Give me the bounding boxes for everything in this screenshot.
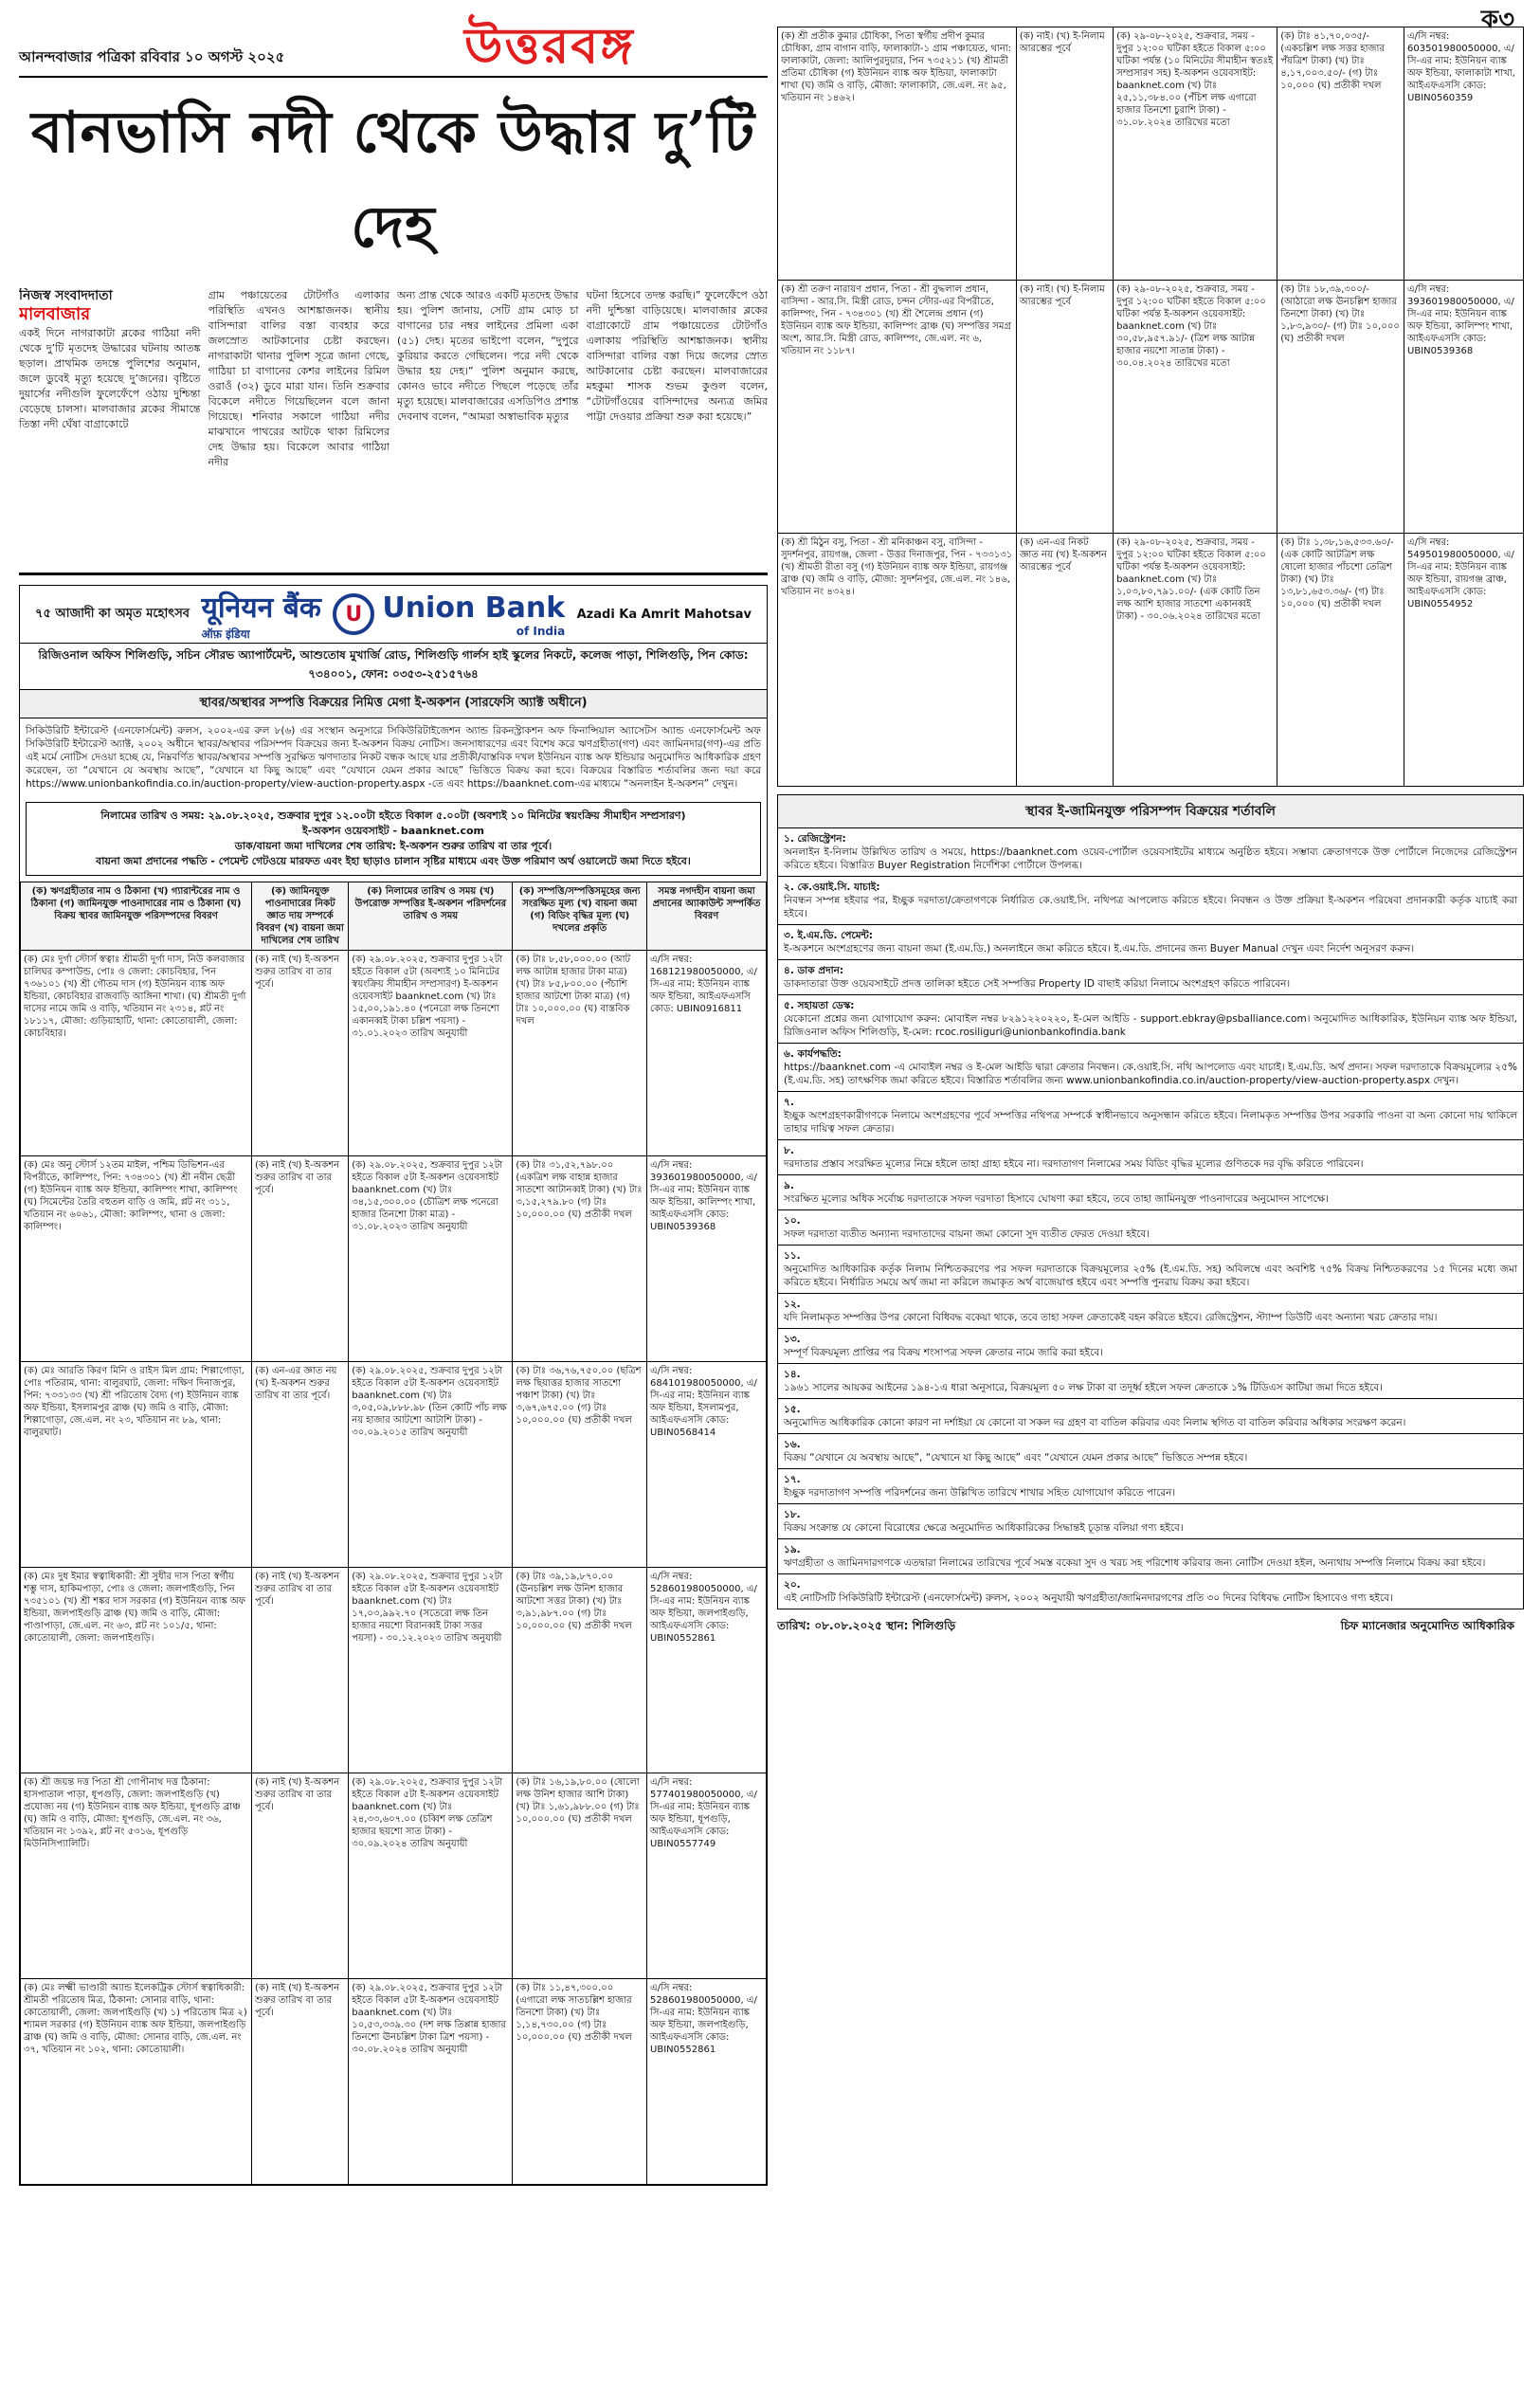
story-headline: বানভাসি নদী থেকে উদ্ধার দু’টি দেহ <box>30 100 756 261</box>
paper-date: আনন্দবাজার পত্রিকা রবিবার ১০ অগস্ট ২০২৫ <box>19 48 285 65</box>
date-place: তারিখ: ০৮.০৮.২০২৫ স্থান: শিলিগুড়ি <box>777 1619 956 1632</box>
term-item: ৫. সহায়তা ডেস্ক: যেকোনো প্রশ্নের জন্য যোগাযোগ করুন: মোবাইল নম্বর ৮২৯১২২০২২০, ই-মেল আইডি - support.ebkray@psballiance.com। অনুমোদিত আধিকারিক, ইউনিয়ন ব্যাঙ্ক অফ ইন্ডিয়া, রিজিওনাল অফিস শিলিগুড়ি, ই-মেল: rcoc.rosiliguri@unionbankofindia.bank <box>777 995 1524 1044</box>
right-lots-table <box>777 27 1524 787</box>
term-item: ১৪. ১৯৬১ সালের আয়কর আইনের ১৯৪-১এ ধারা অনুসারে, বিক্রয়মূল্য ৫০ লক্ষ টাকা বা তদূর্ধ্ব হইলে সফল ক্রেতাকে ১% টিডিএস কাটিয়া জমা দিতে হইবে। <box>777 1364 1524 1399</box>
table-row: (ক) মেঃ লক্ষ্মী ভাণ্ডারী অ্যান্ড ইলেকট্রিক স্টোর্স স্বত্বাধিকারী: শ্রীমতী পরিতোষ মিত্র, ঠিকানা: সোনার বাড়ি, থানা: কোতোয়ালী, জেলা: জলপাইগুড়ি (খ) ১) পরিতোষ মিত্র ২) শ্যামল সরকার (গ) ইউনিয়ন ব্যাঙ্ক অফ ইন্ডিয়া, জলপাইগুড়ি ব্রাঞ্চ (ঘ) জমি ও বাড়ি, মৌজা: সোনার বাড়ি, জে.এল. নং ৩৭, খতিয়ান নং ১০২, থানা: কোতোয়ালী। (ক) নাই (খ) ই-অকশন শুরুর তারিখ বা তার পূর্বে। (ক) ২৯.০৮.২০২৫, শুক্রবার দুপুর ১২টা হইতে বিকাল ৫টা ই-অকশন ওয়েবসাইট baanknet.com (খ) টাঃ ১০,৫৩,৩৩৯.৩০ (দশ লক্ষ তিপ্পান্ন হাজার তিনশো ঊনচল্লিশ টাকা ত্রিশ পয়সা) - ৩০.০৮.২০২৪ তারিখ অনুযায়ী (ক) টাঃ ১১,৪৭,৩০০.০০ (এগারো লক্ষ সাতচল্লিশ হাজার তিনশো টাকা) (খ) টাঃ ১,১৪,৭৩০.০০ (গ) টাঃ ১০,০০০.০০ (ঘ) প্রতীকী দখল এ/সি নম্বর: 528601980050000, এ/সি-এর নাম: ইউনিয়ন ব্যাঙ্ক অফ ইন্ডিয়া, জলপাইগুড়ি, আইএফএসসি কোড: UBIN0552861 <box>21 1979 767 2185</box>
union-bank-mark-icon: U <box>333 593 374 635</box>
bank-notice <box>19 585 768 2186</box>
term-item: ৪. ডাক প্রদান: ডাকদাতারা উক্ত ওয়েবসাইটে প্রদত্ত তালিকা হইতে সেই সম্পত্তির Property ID বাছাই করিয়া নিলামে অংশগ্রহণ করিতে পারিবেন। <box>777 960 1524 995</box>
story-col-3: অন্য প্রান্ত থেকে আরও একটি মৃতদেহ উদ্ধার হয়। পুলিশ জানায়, সেটি গ্রাম মোড় চা বাগানের চার নম্বর লাইনের প্রমিলা একা (৫১) দেহ। মৃতের ভাইপো বলেন, “দুপুরে কুরিয়ার করতে গেছিলেন। পরে নদী থেকে উদ্ধার হয় দেহ।” পুলিশ অনুমান করছে, কোনও ভাবে নদীতে পিছলে পড়েছে তাঁর মৃত্যু হয়েছে। মালবাজারের এসডিপিও প্রশান্ত দেবনাথ বলেন, “আমরা অস্বাভাবিক মৃত্যুর <box>397 289 579 423</box>
term-item: ১৭. ইচ্ছুক দরদাতাগণ সম্পত্তি পরিদর্শনের জন্য উল্লিখিত তারিখে শাখার সহিত যোগাযোগ করিতে পারেন। <box>777 1469 1524 1504</box>
story-col-4: ঘটনা হিসেবে তদন্ত করছি।” ফুলেফেঁপে ওঠা নদী দুশ্চিন্তা বাড়িয়েছে। মালবাজার ব্লকের বাগ্রাকোটে গ্রাম পঞ্চায়েতের টোটগাঁও এলাকায় পরিস্থিতি আশঙ্কাজনক। স্থানীয় বাসিন্দারা বালির বস্তা দিয়ে জলের স্রোত আটকানোর চেষ্টা করছেন। মালবাজারের মহকুমা শাসক শুভম কুণ্ডল বলেন, “টোটগাঁওয়ের বাসিন্দাদের অন্যত্র জমির পাট্টা দেওয়ার প্রক্রিয়া শুরু করা হয়েছে।” <box>586 289 768 423</box>
page-number: ক৩ <box>1480 6 1514 34</box>
table-row: (ক) মেঃ দুধ ইমার স্বত্বাধিকারী: শ্রী সুধীর দাস পিতা স্বর্গীয় শম্ভু দাস, হাকিমপাড়া, পোঃ ও জেলা: জলপাইগুড়ি, পিন ৭৩৫১০১ (খ) শ্রী শঙ্কর দাস সরকার (গ) ইউনিয়ন ব্যাঙ্ক অফ ইন্ডিয়া, জলপাইগুড়ি ব্রাঞ্চ (ঘ) জমি ও বাড়ি, মৌজা: পাণ্ডাপাড়া, জে.এল. নং ৬৩, প্লট নং ১০১/৫, থানা: কোতোয়ালী, জেলা: জলপাইগুড়ি। (ক) নাই (খ) ই-অকশন শুরুর তারিখ বা তার পূর্বে। (ক) ২৯.০৮.২০২৫, শুক্রবার দুপুর ১২টা হইতে বিকাল ৫টা ই-অকশন ওয়েবসাইট baanknet.com (খ) টাঃ ১৭,০৩,৯৯২.৭০ (সতেরো লক্ষ তিন হাজার নয়শো বিরানব্বই টাকা সত্তর পয়সা) - ৩০.১২.২০২৩ তারিখ অনুযায়ী (ক) টাঃ ৩৯,১৯,৮৭০.০০ (ঊনচল্লিশ লক্ষ উনিশ হাজার আটশো সত্তর টাকা) (খ) টাঃ ৩,৯১,৯৮৭.০০ (গ) টাঃ ১০,০০০.০০ (ঘ) প্রতীকী দখল এ/সি নম্বর: 528601980050000, এ/সি-এর নাম: ইউনিয়ন ব্যাঙ্ক অফ ইন্ডিয়া, জলপাইগুড়ি, আইএফএসসি কোড: UBIN0552861 <box>21 1568 767 1773</box>
col-header: (ক) সম্পত্তি/সম্পত্তিসমূহের জন্য সংরক্ষিত মূল্য (খ) বায়না জমা (গ) বিডিং বৃদ্ধির মূল্য (ঘ) দখলের প্রকৃতি <box>513 882 647 951</box>
table-row: (ক) মেঃ অনু স্টোর্স ১২তম মাইল, পশ্চিম ডিভিশন-এর বিপরীতে, কালিম্পং, পিন: ৭৩৪৩০১ (খ) শ্রী নবীন ছেত্রী (গ) ইউনিয়ন ব্যাঙ্ক অফ ইন্ডিয়া, কালিম্পং শাখা, কালিম্পং (ঘ) সিমেন্টের তৈরি বহুতল বাড়ি ও জমি, প্লট নং ৩১১, খতিয়ান নং ৬০৬১, মৌজা: কালিম্পং, থানা ও জেলা: কালিম্পং। (ক) নাই (খ) ই-অকশন শুরুর তারিখ বা তার পূর্বে। (ক) ২৯.০৮.২০২৫, শুক্রবার দুপুর ১২টা হইতে বিকাল ৫টা ই-অকশন ওয়েবসাইট baanknet.com (খ) টাঃ ৩৪,১৫,৩০০.০০ (চৌত্রিশ লক্ষ পনেরো হাজার তিনশো টাকা মাত্র) - ৩১.০৮.২০২৩ তারিখ অনুযায়ী (ক) টাঃ ৩১,৫২,৭৯৮.০০ (একত্রিশ লক্ষ বাহান্ন হাজার সাতশো আটানব্বই টাকা) (খ) টাঃ ৩,১৫,২৭৯.৮০ (গ) টাঃ ১০,০০০.০০ (ঘ) প্রতীকী দখল এ/সি নম্বর: 393601980050000, এ/সি-এর নাম: ইউনিয়ন ব্যাঙ্ক অফ ইন্ডিয়া, কালিম্পং শাখা, আইএফএসসি কোড: UBIN0539368 <box>21 1156 767 1362</box>
union-bank-logo: U Union Bank of India <box>333 591 565 638</box>
term-item: ২. কে.ওয়াই.সি. যাচাই: নিবন্ধন সম্পন্ন হইবার পর, ইচ্ছুক দরদাতা/ক্রেতাগণকে নির্ধারিত কে.ওয়াই.সি. নথিপত্র আপলোড করিতে হইবে। নিবন্ধন ও উক্ত প্রক্রিয়া ই-অকশন পরিষেবা প্রদানকারী কর্তৃক যাচাই করা হইবে। <box>777 877 1524 925</box>
term-item: ৯. সংরক্ষিত মূল্যের অধিক সর্বোচ্চ দরদাতাকে সফল দরদাতা হিসাবে ঘোষণা করা হইবে, তবে তাহা জামিনযুক্ত পাওনাদারের অনুমোদন সাপেক্ষে। <box>777 1175 1524 1210</box>
table-row: (ক) শ্রী মিঠুন বসু, পিতা - শ্রী মনিকাঞ্চন বসু, বাসিন্দা - সুদর্শনপুর, রায়গঞ্জ, জেলা - উত্তর দিনাজপুর, পিন - ৭৩৩১৩১ (খ) শ্রীমতী রীতা বসু (গ) ইউনিয়ন ব্যাঙ্ক অফ ইন্ডিয়া, রায়গঞ্জ ব্রাঞ্চ (ঘ) জমি ও বাড়ি, মৌজা: সুদর্শনপুর, জে.এল. নং ১৪৬, খতিয়ান নং ৪৩২৪। (ক) এন-এর নিকট জ্ঞাত নয় (খ) ই-অকশন আরম্ভের পূর্বে (ক) ২৯-০৮-২০২৫, শুক্রবার, সময় - দুপুর ১২:০০ ঘটিকা হইতে বিকাল ৫:০০ ঘটিকা পর্যন্ত ই-অকশন ওয়েবসাইট: baanknet.com (খ) টাঃ ১,০৩,৮০,৭৯১.০০/- (এক কোটি তিন লক্ষ আশি হাজার সাতশো একানব্বই টাকা) - ৩০.০৬.২০২৪ তারিখের মতো (ক) টাঃ ১,৩৮,১৬,৫৩৩.৬০/- (এক কোটি আটত্রিশ লক্ষ ষোলো হাজার পাঁচশো তেত্রিশ টাকা) (খ) টাঃ ১৩,৮১,৬৫৩.৩৬/- (গ) টাঃ ১০,০০০ (ঘ) প্রতীকী দখল এ/সি নম্বর: 549501980050000, এ/সি-এর নাম: ইউনিয়ন ব্যাঙ্ক অফ ইন্ডিয়া, রায়গঞ্জ ব্রাঞ্চ, আইএফএসসি কোড: UBIN0554952 <box>778 534 1524 787</box>
story-col-2: গ্রাম পঞ্চায়েতের টোটগাঁও এলাকার পরিস্থিতি এখনও আশঙ্কাজনক। স্থানীয় বাসিন্দারা বালির বস্তা ব্যবহার করে জলস্রোত আটকানোর চেষ্টা করছেন। নাগরাকাটা থানার পুলিশ সূত্রে জানা গেছে, গাঠিয়া চা বাগানের কেশর লাইনের রিমিল ওরাওঁ (৩২) ডুবে মারা যান। তিনি শুক্রবার বিকেলে নদীতে গিয়েছিলেন বলে জানা গিয়েছে। শনিবার সকালে গাঠিয়া নদীর মাঝখানে পাথরের আটকে থাকা রিমিলের দেহ উদ্ধার হয়। বিকেলে আবার গাঠিয়া নদীর <box>208 289 390 468</box>
col-header: (ক) নিলামের তারিখ ও সময় (খ) উপরোক্ত সম্পত্তির ই-অকশন পরিদর্শনের তারিখ ও সময় <box>349 882 513 951</box>
amrit-mahotsav-logo-right: Azadi Ka Amrit Mahotsav <box>576 607 752 622</box>
table-row: (ক) শ্রী প্রতীক কুমার চৌধিকা, পিতা স্বর্গীয় প্রদীপ কুমার চৌধিকা, গ্রাম বাগান বাড়ি, ফালাকাটা-১ গ্রাম পঞ্চায়েত, থানা: ফালাকাটা, জেলা: আলিপুরদুয়ার, পিন ৭৩৫২১১ (খ) শ্রীমতী প্রতিমা চৌধিকা (গ) ইউনিয়ন ব্যাঙ্ক অফ ইন্ডিয়া, ফালাকাটা শাখা (ঘ) জমি ও বাড়ি, মৌজা: ফালাকাটা, জে.এল. নং ৯৫, খতিয়ান নং ১৪৬২। (ক) নাই। (খ) ই-নিলাম আরম্ভের পূর্বে (ক) ২৯-০৮-২০২৫, শুক্রবার, সময় - দুপুর ১২:০০ ঘটিকা হইতে বিকাল ৫:০০ ঘটিকা পর্যন্ত (১০ মিনিটের সীমাহীন স্বতঃই সম্প্রসারণ সহ) ই-অকশন ওয়েবসাইট: baanknet.com (খ) টাঃ ২৫,১১,৩৮৪.০০ (পঁচিশ লক্ষ এগারো হাজার তিনশো চুরাশি টাকা) - ৩১.০৮.২০২৪ তারিখের মতো (ক) টাঃ ৪১,৭০,০৩৫/- (একচল্লিশ লক্ষ সত্তর হাজার পঁয়ত্রিশ টাকা) (খ) টাঃ ৪,১৭,০০৩.৫০/- (গ) টাঃ ১০,০০০ (ঘ) প্রতীকী দখল এ/সি নম্বর: 603501980050000, এ/সি-এর নাম: ইউনিয়ন ব্যাঙ্ক অফ ইন্ডিয়া, ফালাকাটা শাখা, আইএফএসসি কোড: UBIN0560359 <box>778 27 1524 281</box>
term-item: ১১. অনুমোদিত আধিকারিক কর্তৃক নিলাম নিশ্চিতকরণের পর সফল দরদাতাকে বিক্রয়মূল্যের ২৫% (ই.এম.ডি. সহ) অবিলম্বে এবং অবশিষ্ট ৭৫% বিক্রয় নিশ্চিতকরণের ১৫ দিনের মধ্যে জমা করিতে হইবে। নির্ধারিত সময়ে অর্থ জমা না করিলে জমাকৃত অর্থ বাজেয়াপ্ত হইবে এবং সম্পত্তি পুনরায় বিক্রয় করা হইবে। <box>777 1246 1524 1294</box>
news-story <box>19 288 768 575</box>
term-item: ১০. সফল দরদাতা ব্যতীত অন্যান্য দরদাতাদের বায়না জমা কোনো সুদ ব্যতীত ফেরত দেওয়া হইবে। <box>777 1210 1524 1246</box>
signature-block <box>777 1617 1524 1634</box>
table-row: (ক) মেঃ আরতি কিরণ মিনি ও রাইস মিল গ্রাম: শিল্পাগোড়া, পোঃ পতিরাম, থানা: বালুরঘাট, জেলা: দক্ষিণ দিনাজপুর, পিন: ৭৩৩১৩৩ (খ) শ্রী পরিতোষ বৈদ্য (গ) ইউনিয়ন ব্যাঙ্ক অফ ইন্ডিয়া, ইসলামপুর ব্রাঞ্চ (ঘ) জমি ও বাড়ি, মৌজা: শিল্পাগোড়া, জে.এল. নং ২৩, খতিয়ান নং ৮৯, থানা: বালুরঘাট। (ক) এন-এর জ্ঞাত নয় (খ) ই-অকশন শুরুর তারিখ বা তার পূর্বে। (ক) ২৯.০৮.২০২৫, শুক্রবার দুপুর ১২টা হইতে বিকাল ৫টা ই-অকশন ওয়েবসাইট baanknet.com (খ) টাঃ ৩,০৫,০৯,৮৮৮.৯৮ (তিন কোটি পাঁচ লক্ষ নয় হাজার আটশো আটাশি টাকা) - ৩০.০৯.২০১৫ তারিখ অনুযায়ী (ক) টাঃ ৩৬,৭৬,৭৫০.০০ (ছত্রিশ লক্ষ ছিয়াত্তর হাজার সাতশো পঞ্চাশ টাকা) (খ) টাঃ ৩,৬৭,৬৭৫.০০ (গ) টাঃ ১০,০০০.০০ (ঘ) প্রতীকী দখল এ/সি নম্বর: 684101980050000, এ/সি-এর নাম: ইউনিয়ন ব্যাঙ্ক অফ ইন্ডিয়া, ইসলামপুর, আইএফএসসি কোড: UBIN0568414 <box>21 1362 767 1568</box>
left-column <box>19 0 768 2186</box>
section-title: উত্তরবঙ্গ <box>464 17 635 75</box>
term-item: ১৯. ঋণগ্রহীতা ও জামিনদারগণকে এতদ্বারা নিলামের তারিখের পূর্বে সমস্ত বকেয়া সুদ ও খরচ সহ পরিশোধ করিবার জন্য নোটিস দেওয়া হইল, অন্যথায় সম্পত্তি নিলামে বিক্রয় করা হইবে। <box>777 1539 1524 1574</box>
term-item: ১৬. বিক্রয় “যেখানে যে অবস্থায় আছে”, “যেখানে যা কিছু আছে” এবং “যেখানে যেমন প্রকার আছে” ভিত্তিতে সম্পন্ন হইবে। <box>777 1434 1524 1469</box>
term-item: ৬. কার্যপদ্ধতি: https://baanknet.com -এ মোবাইল নম্বর ও ই-মেল আইডি দ্বারা ক্রেতার নিবন্ধন। কে.ওয়াই.সি. নথি আপলোড এবং যাচাই। ই.এম.ডি. অর্থ প্রদান। সফল দরদাতাকে বিক্রয়মূল্যের ২৫% (ই.এম.ডি. সহ) তাৎক্ষণিক জমা করিতে হইবে। বিস্তারিত শর্তাবলির জন্য www.unionbankofindia.co.in/auction-property/view-auction-property.aspx দেখুন। <box>777 1044 1524 1092</box>
byline: নিজস্ব সংবাদদাতা <box>19 288 113 303</box>
term-item: ১৩. সম্পূর্ণ বিক্রয়মূল্য প্রাপ্তির পর বিক্রয় শংসাপত্র সফল ক্রেতার নামে জারি করা হইবে। <box>777 1329 1524 1364</box>
auction-date-box: নিলামের তারিখ ও সময়: ২৯.০৮.২০২৫, শুক্রবার দুপুর ১২.০০টা হইতে বিকাল ৫.০০টা (অবশ্যই ১০ মিনিটের স্বয়ংক্রিয় সীমাহীন সম্প্রসারণ) ই-অকশন ওয়েবসাইট - baanknet.com ডাক/বায়না জমা দাখিলের শেষ তারিখ: ই-অকশন শুরুর তারিখ বা তার পূর্বে। বায়না জমা প্রদানের পদ্ধতি - পেমেন্ট গেটওয়ে মারফত এবং ইহা ছাড়াও চালান সৃষ্টির মাধ্যমে এবং উক্ত পরিমাণ অর্থ ওয়ালেটে জমা দিতে হইবে। <box>26 802 761 876</box>
table-row: (ক) মেঃ দুর্গা স্টোর্স স্বত্বাঃ শ্রীমতী দুর্গা দাস, নিউ কলবাজার চালিঘর কম্পাউন্ড, পোঃ ও জেলা: কোচবিহার, পিন ৭৩৬১০১ (খ) শ্রী গৌতম দাস (গ) ইউনিয়ন ব্যাঙ্ক অফ ইন্ডিয়া, কোচবিহার রাজবাড়ি আঙ্গিনা শাখা। (ঘ) শ্রীমতী দুর্গা দাসের নামে জমি ও বাড়ি, খতিয়ান নং ২৩১৪, প্লট নং ১৮১১৭, মৌজা: গুড়িয়াহাটি, থানা: কোতোয়ালী, জেলা: কোচবিহার। (ক) নাই (খ) ই-অকশন শুরুর তারিখ বা তার পূর্বে। (ক) ২৯.০৮.২০২৫, শুক্রবার দুপুর ১২টা হইতে বিকাল ৫টা (অবশ্যই ১০ মিনিটের স্বয়ংক্রিয় সীমাহীন সম্প্রসারণ) ই-অকশন ওয়েবসাইট baanknet.com (খ) টাঃ ১৫,০০,১৯১.৪০ (পনেরো লক্ষ তিনশো একানব্বই টাকা চল্লিশ পয়সা) - ৩১.০১.২০২৩ তারিখ অনুযায়ী (ক) টাঃ ৮,৫৮,০০০.০০ (আট লক্ষ আটান্ন হাজার টাকা মাত্র) (খ) টাঃ ৮৫,৮০০.০০ (পঁচাশি হাজার আটশো টাকা মাত্র) (গ) টাঃ ১০,০০০.০০ (ঘ) বাস্তবিক দখল এ/সি নম্বর: 168121980050000, এ/সি-এর নাম: ইউনিয়ন ব্যাঙ্ক অফ ইন্ডিয়া, আইএফএসসি কোড: UBIN0916811 <box>21 951 767 1156</box>
term-item: ৩. ই.এম.ডি. পেমেন্ট: ই-অকশনে অংশগ্রহণের জন্য বায়না জমা (ই.এম.ডি.) অনলাইনে জমা করিতে হইবে। ই.এম.ডি. প্রদানের জন্য Buyer Manual দেখুন এবং নির্দেশ অনুসরণ করুন। <box>777 925 1524 960</box>
term-item: ১৫. অনুমোদিত আধিকারিক কোনো কারণ না দর্শাইয়া যে কোনো বা সকল দর গ্রহণ বা বাতিল করিবার এবং নিলাম স্থগিত বা বাতিল করিবার অধিকার সংরক্ষণ করেন। <box>777 1399 1524 1434</box>
story-col-1: একই দিনে নাগরাকাটা ব্লকের গাঠিয়া নদী থেকে দু’টি মৃতদেহ উদ্ধারের ঘটনায় আতঙ্ক ছড়াল। প্রাথমিক তদন্তে পুলিশের অনুমান, জলে ডুবেই মৃত্যু হয়েছে দু’জনের। বৃষ্টিতে দুয়ার্সের নদীগুলি ফুলেফেঁপে ওঠায় দুশ্চিন্তা বেড়েছে চালসা। মালবাজার ব্লকের সীমান্তে তিস্তা নদী ঘেঁষা বাগ্রাকোটে <box>19 327 201 430</box>
right-top-strip <box>777 0 1524 34</box>
terms-title: স্থাবর ই-জামিনযুক্ত পরিসম্পদ বিক্রয়ের শর্তাবলি <box>777 794 1524 828</box>
col-header: সমস্ত নগদহীন বায়না জমা প্রদানের অ্যাকাউন্ট সম্পর্কিত বিবরণ <box>647 882 767 951</box>
term-item: ১. রেজিস্ট্রেশন: অনলাইন ই-নিলাম উল্লিখিত তারিখ ও সময়ে, https://baanknet.com ওয়েব-পোর্টাল ওয়েবসাইটের মাধ্যমে অনুষ্ঠিত হইবে। সম্ভাব্য ক্রেতাগণকে উক্ত পোর্টালে নিজেদের রেজিস্ট্রেশন করিতে হইবে। বিস্তারিত Buyer Registration নির্দেশিকা পোর্টালে উপলব্ধ। <box>777 828 1524 877</box>
logo-strip <box>20 586 767 644</box>
term-item: ১২. যদি নিলামকৃত সম্পত্তির উপর কোনো বিধিবদ্ধ বকেয়া থাকে, তবে তাহা সফল ক্রেতাকেই বহন করিতে হইবে। রেজিস্ট্রেশন, স্ট্যাম্প ডিউটি এবং অন্যান্য খরচ ক্রেতার দায়। <box>777 1294 1524 1329</box>
amrit-mahotsav-logo-left: ৭৫ আজাদী কা অমৃত মহোৎসব <box>35 606 190 621</box>
table-row: (ক) শ্রী তরুণ নারায়ণ প্রধান, পিতা - শ্রী বুদ্ধলাল প্রধান, বাসিন্দা - আর.সি. মিস্ত্রী রোড, চন্দন স্টোর-এর বিপরীতে, কালিম্পং, পিন - ৭৩৪৩০১ (খ) শ্রী শৈলেন্দ্র প্রধান (গ) ইউনিয়ন ব্যাঙ্ক অফ ইন্ডিয়া, কালিম্পং ব্রাঞ্চ (ঘ) সম্পত্তির সমগ্র অংশ, আর.সি. মিস্ত্রী রোড, কালিম্পং, জে.এল. নং ৬, খতিয়ান নং ১১৮৭। (ক) নাই। (খ) ই-নিলাম আরম্ভের পূর্বে (ক) ২৯-০৮-২০২৫, শুক্রবার, সময় - দুপুর ১২:০০ ঘটিকা হইতে বিকাল ৫:০০ ঘটিকা পর্যন্ত ই-অকশন ওয়েবসাইট: baanknet.com (খ) টাঃ ৩০,৫৮,৯৫৭.৯১/- (ত্রিশ লক্ষ আটান্ন হাজার নয়শো সাতান্ন টাকা) - ৩০.০৪.২০২৪ তারিখের মতো (ক) টাঃ ১৮,৩৯,৩০০/- (আঠারো লক্ষ ঊনচল্লিশ হাজার তিনশো টাকা) (খ) টাঃ ১,৮৩,৯৩০/- (গ) টাঃ ১০,০০০ (ঘ) প্রতীকী দখল এ/সি নম্বর: 393601980050000, এ/সি-এর নাম: ইউনিয়ন ব্যাঙ্ক অফ ইন্ডিয়া, কালিম্পং শাখা, আইএফএসসি কোড: UBIN0539368 <box>778 281 1524 534</box>
term-item: ৭. ইচ্ছুক অংশগ্রহণকারীগণকে নিলামে অংশগ্রহণের পূর্বে সম্পত্তির নথিপত্র সম্পর্কে স্বাধীনভাবে অনুসন্ধান করিতে হইবে। নিলামকৃত সম্পত্তির উপর সরকারি পাওনা বা অন্য কোনো দায় থাকিলে তাহার দায়িত্ব সফল ক্রেতার। <box>777 1092 1524 1140</box>
union-bank-hindi-logo: यूनियन बैंक ऑफ़ इंडिया <box>201 591 321 641</box>
lots-table <box>20 882 767 2185</box>
right-column <box>777 0 1524 1634</box>
regional-office-address: রিজিওনাল অফিস শিলিগুড়ি, সচিন সৌরভ অ্যাপার্টমেন্ট, আশুতোষ মুখার্জি রোড, শিলিগুড়ি গার্লস হাই স্কুলের নিকটে, কলেজ পাড়া, শিলিগুড়ি, পিন কোড: ৭৩৪০০১, ফোন: ০৩৫৩-২৫১৫৭৬৪ <box>20 644 767 690</box>
col-header: (ক) ঋণগ্রহীতার নাম ও ঠিকানা (খ) গ্যারান্টরের নাম ও ঠিকানা (গ) জামিনযুক্ত পাওনাদারের নাম ও ঠিকানা (ঘ) বিক্রয় স্থাবর জামিনযুক্ত পরিসম্পদের বিবরণ <box>21 882 252 951</box>
term-item: ৮. দরদাতার প্রস্তাব সংরক্ষিত মূল্যের নিম্নে হইলে তাহা গ্রাহ্য হইবে না। দরদাতাগণ নিলামের সময় বিডিং বৃদ্ধির মূল্যের গুণিতকে দর বৃদ্ধি করিতে পারিবেন। <box>777 1140 1524 1175</box>
table-row: (ক) শ্রী জয়ন্ত দত্ত পিতা শ্রী গোপীনাথ দত্ত ঠিকানা: হাসপাতাল পাড়া, ধূপগুড়ি, জেলা: জলপাইগুড়ি (খ) প্রযোজ্য নয় (গ) ইউনিয়ন ব্যাঙ্ক অফ ইন্ডিয়া, ধূপগুড়ি ব্রাঞ্চ (ঘ) জমি ও বাড়ি, মৌজা: ধূপগুড়ি, জে.এল. নং ৩৬, খতিয়ান নং ১৩৯২, প্লট নং ৫৩১৬, ধূপগুড়ি মিউনিসিপ্যালিটি। (ক) নাই (খ) ই-অকশন শুরুর তারিখ বা তার পূর্বে। (ক) ২৯.০৮.২০২৫, শুক্রবার দুপুর ১২টা হইতে বিকাল ৫টা ই-অকশন ওয়েবসাইট baanknet.com (খ) টাঃ ২৪,৩৩,৬০৭.০০ (চব্বিশ লক্ষ তেত্রিশ হাজার ছয়শো সাত টাকা) - ৩০.০৯.২০২৪ তারিখ অনুযায়ী (ক) টাঃ ১৬,১৯,৮০.০০ (ষোলো লক্ষ উনিশ হাজার আশি টাকা) (খ) টাঃ ১,৬১,৯৮৮.০০ (গ) টাঃ ১০,০০০.০০ (ঘ) প্রতীকী দখল এ/সি নম্বর: 577401980050000, এ/সি-এর নাম: ইউনিয়ন ব্যাঙ্ক অফ ইন্ডিয়া, ধূপগুড়ি, আইএফএসসি কোড: UBIN0557749 <box>21 1773 767 1979</box>
col-header: (ক) জামিনযুক্ত পাওনাদারের নিকট জ্ঞাত দায় সম্পর্কে বিবরণ (খ) বায়না জমা দাখিলের শেষ তারিখ <box>251 882 348 951</box>
notice-intro: সিকিউরিটি ইন্টারেস্ট (এনফোর্সমেন্ট) রুলস, ২০০২-এর রুল ৮(৬) এর সংস্থান অনুসারে সিকিউরিটাইজেশন অ্যান্ড রিকনস্ট্রাকশন অফ ফিনান্সিয়াল অ্যাসেটস অ্যান্ড এনফোর্সমেন্ট অফ সিকিউরিটি ইন্টারেস্ট অ্যাক্ট, ২০০২ অধীনে স্থাবর/অস্থাবর পরিসম্পদ বিক্রয়ের জন্য ই-অকশন বিক্রয় নোটিস। জনসাধারণের এবং বিশেষ করে ঋণগ্রহীতা(গণ) এবং জামিনদার(গণ)-এর প্রতি এই মর্মে নোটিস দেওয়া হচ্ছে যে, নিম্নবর্ণিত স্থাবর/অস্থাবর সম্পত্তি সুরক্ষিত ঋণদাতার নিকট বন্ধক আছে যার প্রতীকী/বাস্তবিক দখল ইউনিয়ন ব্যাঙ্ক অফ ইন্ডিয়ার অনুমোদিত আধিকারিক গ্রহণ করেছেন, তা “যেখানে যে অবস্থায় আছে”, “যেখানে যা কিছু আছে” এবং “যেখানে যেমন প্রকার আছে” ভিত্তিতে বিক্রয় করা হবে। বিক্রয়ের বিস্তারিত শর্তাবলির জন্য দয়া করে https://www.unionbankofindia.co.in/auction-property/view-auction-property.aspx -তে এবং https://baanknet.com-এর মাধ্যমে “অনলাইন ই-অকশন” দেখুন। <box>26 725 761 790</box>
term-item: ২০. এই নোটিসটি সিকিউরিটি ইন্টারেস্ট (এনফোর্সমেন্ট) রুলস, ২০০২ অনুযায়ী ঋণগ্রহীতা/জামিনদারগণের প্রতি ৩০ দিনের বিধিবদ্ধ নোটিস হিসাবেও গণ্য হইবে। <box>777 1574 1524 1609</box>
term-item: ১৮. বিক্রয় সংক্রান্ত যে কোনো বিরোধের ক্ষেত্রে অনুমোদিত আধিকারিকের সিদ্ধান্তই চূড়ান্ত বলিয়া গণ্য হইবে। <box>777 1504 1524 1539</box>
signatory: চিফ ম্যানেজার অনুমোদিত আধিকারিক <box>1340 1619 1514 1632</box>
terms-list <box>777 828 1524 1609</box>
notice-title: স্থাবর/অস্থাবর সম্পত্তি বিক্রয়ের নিমিত্ত মেগা ই-অকশন (সারফেসি অ্যাক্ট অধীনে) <box>20 690 767 718</box>
dateline: মালবাজার <box>19 304 91 324</box>
masthead <box>19 0 768 78</box>
